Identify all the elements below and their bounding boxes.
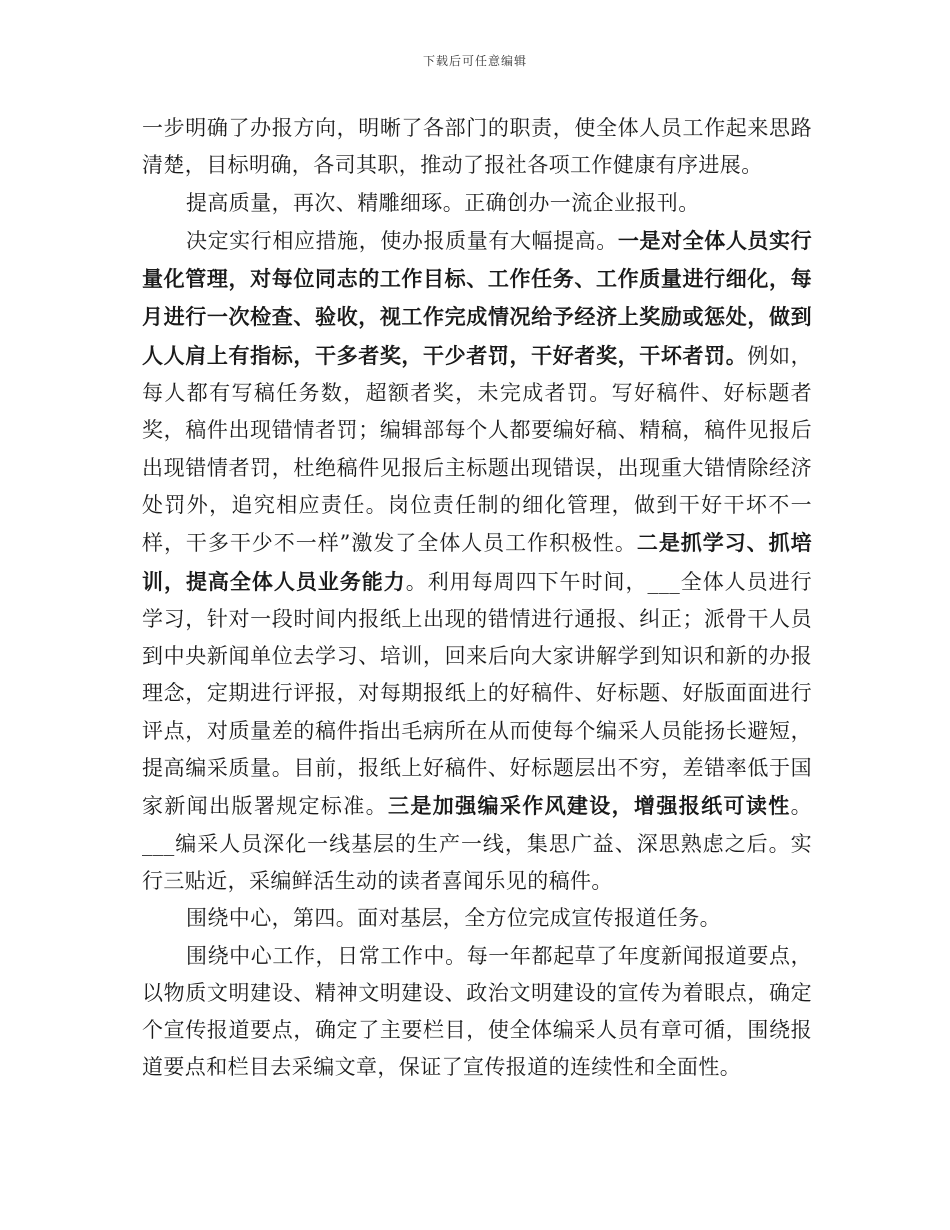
text-run: 围绕中心工作，日常工作中。每一年都起草了年度新闻报道要点，以物质文明建设、精神文明建设、政治文明建设的宣传为着眼点，确定个宣传报道要点，确定了主要栏目，使全体编采人员有章可循，围绕报道要点和栏目去采编文章，保证了宣传报道的连续性和全面性。 <box>142 943 812 1080</box>
bold-text-run: 三是加强编采作风建设，增强报纸可读性 <box>388 793 791 819</box>
paragraph <box>142 110 812 185</box>
page-header: 下载后可任意编辑 <box>422 54 527 68</box>
paragraph <box>142 938 812 1087</box>
bold-text-run: 一是对全体人员实行量化管理，对每位同志的工作目标、工作任务、工作质量进行细化，每月进行一次检查、验收，视工作完成情况给予经济上奖励或惩处，做到人人肩上有指标，干多者奖，干少者罚，干好者奖，干坏者罚。 <box>142 227 812 368</box>
text-run: 提高质量，再次、精雕细琢。正确创办一流企业报刊。 <box>186 190 700 215</box>
paragraph <box>142 185 812 222</box>
document-body <box>142 110 812 1087</box>
paragraph <box>142 900 812 937</box>
text-run: 一步明确了办报方向，明晰了各部门的职责，使全体人员工作起来思路清楚，目标明确，各司其职，推动了报社各项工作健康有序进展。 <box>142 116 812 178</box>
text-run: 决定实行相应措施，使办报质量有大幅提高。 <box>186 228 618 253</box>
text-run: 例如，每人都有写稿任务数，超额者奖，未完成者罚。写好稿件、好标题者奖，稿件出现错情者罚；编辑部每个人都要编好稿、精稿，稿件见报后出现错情者罚，杜绝稿件见报后主标题出现错误，出现重大错情除经济处罚外，追究相应责任。岗位责任制的细化管理，做到干好干坏不一样，干多干少不一样”激发了全体人员工作积极性。 <box>142 343 812 556</box>
text-run: 围绕中心，第四。面对基层，全方位完成宣传报道任务。 <box>186 906 721 931</box>
text-run: 。___编采人员深化一线基层的生产一线，集思广益、深思熟虑之后。实行三贴近，采编鲜活生动的读者喜闻乐见的稿件。 <box>142 794 812 893</box>
bold-text-run: 二是抓学习、抓培训，提高全体人员业务能力 <box>142 530 812 594</box>
text-run: 。利用每周四下午时间，___全体人员进行学习，针对一段时间内报纸上出现的错情进行通报、纠正；派骨干人员到中央新闻单位去学习、培训，回来后向大家讲解学到知识和新的办报理念，定期进行评报，对每期报纸上的好稿件、好标题、好版面面进行评点，对质量差的稿件指出毛病所在从而使每个编采人员能扬长避短，提高编采质量。目前，报纸上好稿件、好标题层出不穷，差错率低于国家新闻出版署规定标准。 <box>142 569 812 819</box>
paragraph <box>142 222 812 900</box>
